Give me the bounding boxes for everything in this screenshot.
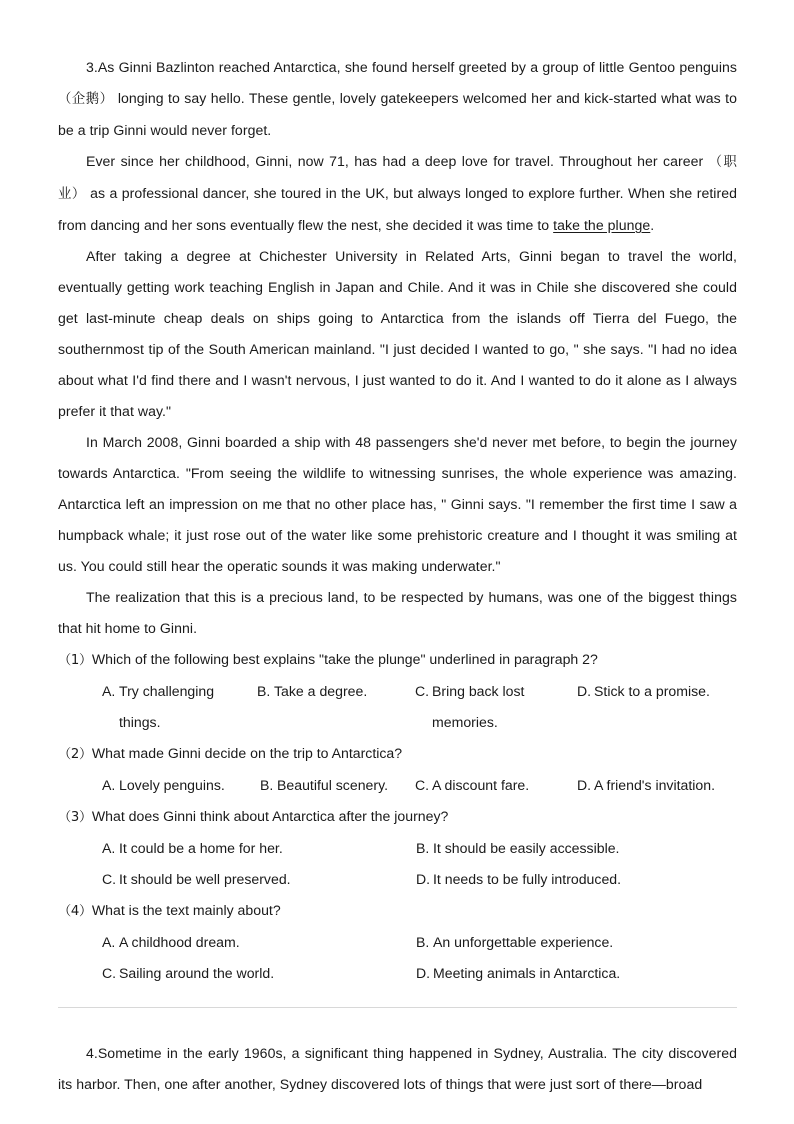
question-2-stem bbox=[58, 738, 737, 770]
option-label: D. bbox=[416, 965, 431, 981]
question-1-option-d[interactable] bbox=[577, 676, 710, 707]
option-label: D. bbox=[577, 683, 592, 699]
option-label: A. bbox=[102, 934, 116, 950]
question-2-number: （2） bbox=[58, 747, 92, 762]
option-text: Lovely penguins. bbox=[119, 777, 225, 793]
question-1-option-c[interactable] bbox=[415, 676, 524, 707]
option-label: A. bbox=[102, 840, 116, 856]
question-2-option-d[interactable] bbox=[577, 770, 715, 801]
option-label: C. bbox=[102, 871, 117, 887]
divider-spacer-bottom bbox=[58, 1008, 737, 1038]
question-4-number: （4） bbox=[58, 904, 92, 919]
question-1-option-c-continuation: memories. bbox=[432, 714, 498, 730]
option-label: C. bbox=[415, 777, 430, 793]
passage-paragraph-2: Ever since her childhood, Ginni, now 71, has had a deep love for travel. Throughout her career （职业） as a professional dancer, she toured in the UK, but always longed to explore further. When she retired from dancing and her sons eventually flew the nest, she decided it was time to take the plunge. bbox=[58, 153, 737, 233]
option-text: It needs to be fully introduced. bbox=[433, 871, 622, 887]
underlined-phrase: take the plunge bbox=[553, 217, 651, 233]
option-label: D. bbox=[416, 871, 431, 887]
question-4-option-b[interactable] bbox=[416, 927, 613, 958]
question-1-number: （1） bbox=[58, 653, 92, 668]
chinese-gloss: （企鹅） bbox=[58, 92, 114, 107]
question-4-option-d[interactable] bbox=[416, 958, 620, 989]
option-text: Meeting animals in Antarctica. bbox=[433, 965, 621, 981]
question-4-options bbox=[58, 927, 737, 989]
question-3-option-d[interactable] bbox=[416, 864, 621, 895]
question-2-text: What made Ginni decide on the trip to Antarctica? bbox=[91, 745, 403, 761]
option-label: B. bbox=[416, 934, 430, 950]
option-text: It should be easily accessible. bbox=[433, 840, 620, 856]
question-1-option-b[interactable] bbox=[257, 676, 367, 707]
option-label: D. bbox=[577, 777, 592, 793]
option-label: A. bbox=[102, 683, 116, 699]
question-3 bbox=[58, 801, 737, 895]
question-1-option-a-continuation: things. bbox=[119, 714, 161, 730]
option-text: A friend's invitation. bbox=[594, 777, 715, 793]
question-2-option-b[interactable] bbox=[260, 770, 388, 801]
option-label: C. bbox=[102, 965, 117, 981]
option-label: A. bbox=[102, 777, 116, 793]
question-3-text: What does Ginni think about Antarctica after the journey? bbox=[91, 808, 449, 824]
question-2-options bbox=[58, 770, 737, 801]
option-text: An unforgettable experience. bbox=[433, 934, 614, 950]
option-text: Take a degree. bbox=[274, 683, 368, 699]
question-2-option-a[interactable] bbox=[102, 770, 225, 801]
passage-paragraph-3: After taking a degree at Chichester University in Related Arts, Ginni began to travel the world, eventually getting work teaching English in Japan and Chile. And it was in Chile she discovered she could get last-minute cheap deals on ships going to Antarctica from the islands off Tierra del Fuego, the southernmost tip of the South American mainland. "I just decided I wanted to go, " she says. "I had no idea about what I'd find there and I wasn't nervous, I just wanted to do it. And I wanted to do it alone as I always prefer it that way." bbox=[58, 248, 737, 419]
option-text: Sailing around the world. bbox=[119, 965, 275, 981]
question-4-option-c[interactable] bbox=[102, 958, 274, 989]
option-text: Stick to a promise. bbox=[594, 683, 710, 699]
option-label: B. bbox=[260, 777, 274, 793]
option-label: B. bbox=[257, 683, 271, 699]
question-1-option-a[interactable] bbox=[102, 676, 214, 707]
question-1 bbox=[58, 644, 737, 738]
option-text: It could be a home for her. bbox=[119, 840, 283, 856]
passage-paragraph-1: 3.As Ginni Bazlinton reached Antarctica, she found herself greeted by a group of little Gentoo penguins （企鹅） longing to say hello. These gentle, lovely gatekeepers welcomed her and kick-started what was to be a trip Ginni would never forget. bbox=[58, 59, 737, 138]
question-4-stem bbox=[58, 895, 737, 927]
option-text: It should be well preserved. bbox=[119, 871, 291, 887]
question-2 bbox=[58, 738, 737, 801]
question-1-text: Which of the following best explains "take the plunge" underlined in paragraph 2? bbox=[91, 651, 598, 667]
question-1-stem bbox=[58, 644, 737, 676]
option-text: A childhood dream. bbox=[119, 934, 240, 950]
chinese-gloss: （职业） bbox=[58, 155, 737, 202]
question-3-number: （3） bbox=[58, 810, 92, 825]
question-1-options bbox=[58, 676, 737, 738]
question-4-option-a[interactable] bbox=[102, 927, 240, 958]
option-text: A discount fare. bbox=[432, 777, 530, 793]
option-label: B. bbox=[416, 840, 430, 856]
question-4 bbox=[58, 895, 737, 989]
option-text: Try challenging bbox=[119, 683, 215, 699]
page-content bbox=[58, 52, 737, 1100]
question-3-option-c[interactable] bbox=[102, 864, 291, 895]
question-3-stem bbox=[58, 801, 737, 833]
question-4-text: What is the text mainly about? bbox=[91, 902, 281, 918]
question-3-option-b[interactable] bbox=[416, 833, 619, 864]
option-label: C. bbox=[415, 683, 430, 699]
question-3-options bbox=[58, 833, 737, 895]
question-2-option-c[interactable] bbox=[415, 770, 529, 801]
option-text: Bring back lost bbox=[432, 683, 525, 699]
question-3-option-a[interactable] bbox=[102, 833, 283, 864]
passage-paragraph-5: The realization that this is a precious land, to be respected by humans, was one of the biggest things that hit home to Ginni. bbox=[58, 589, 737, 636]
divider-spacer-top bbox=[58, 989, 737, 1007]
passage-paragraph-4: In March 2008, Ginni boarded a ship with 48 passengers she'd never met before, to begin the journey towards Antarctica. "From seeing the wildlife to witnessing sunrises, the whole experience was amazing. Antarctica left an impression on me that no other place has, " Ginni says. "I remember the first time I saw a humpback whale; it just rose out of the water like some prehistoric creature and I thought it was smiling at us. You could still hear the operatic sounds it was making underwater." bbox=[58, 434, 737, 574]
option-text: Beautiful scenery. bbox=[277, 777, 388, 793]
next-passage-paragraph: 4.Sometime in the early 1960s, a significant thing happened in Sydney, Australia. The city discovered its harbor. Then, one after another, Sydney discovered lots of things that were just sort of there—broad bbox=[58, 1045, 737, 1092]
